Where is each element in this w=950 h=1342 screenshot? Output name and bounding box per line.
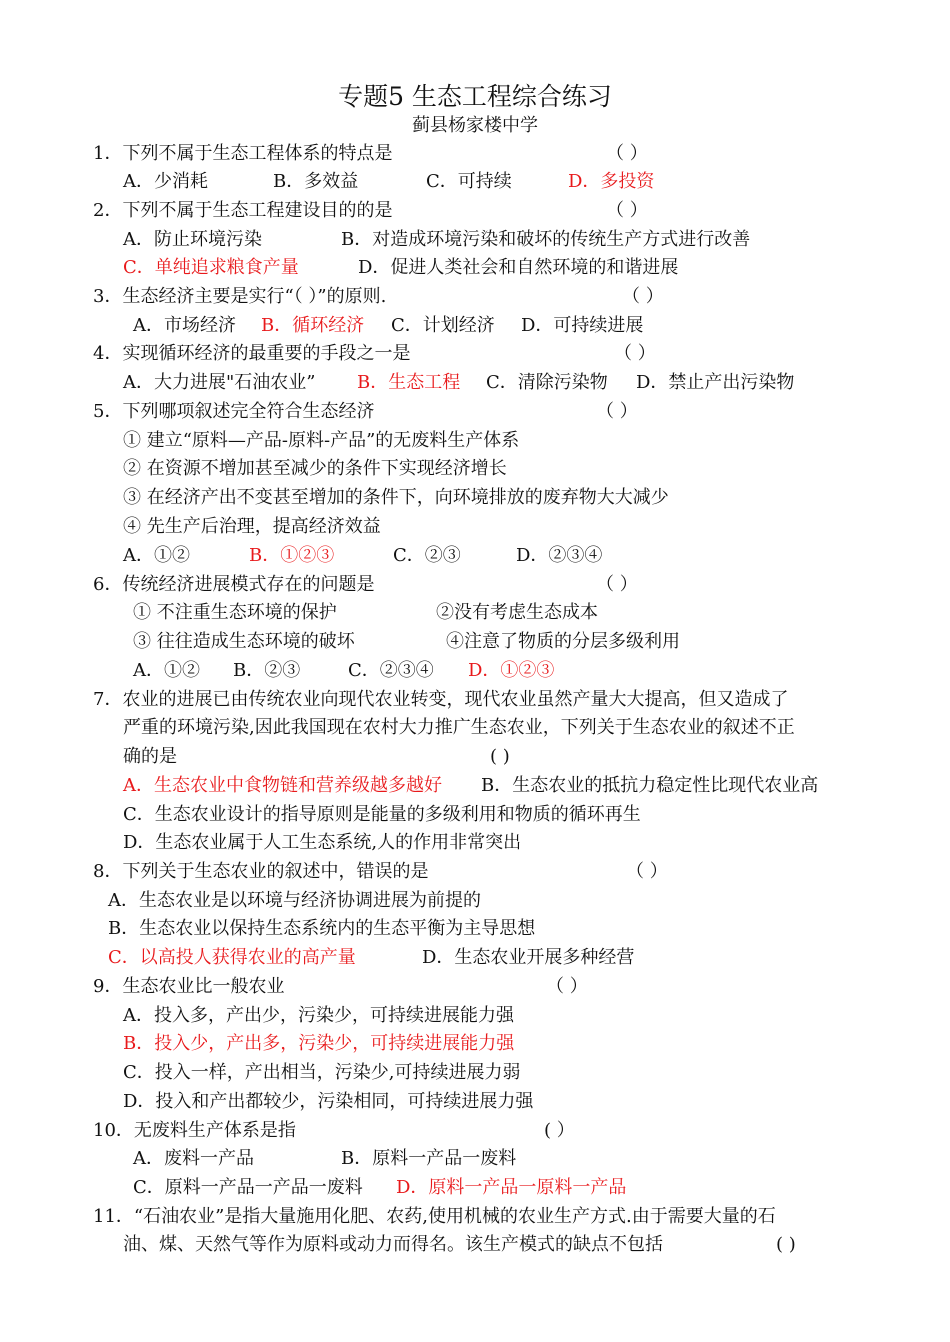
q7-option-a: A．生态农业中食物链和营养级越多越好 [123,775,442,796]
q5-statement-3: ③ 在经济产出不变甚至增加的条件下，向环境排放的废弃物大大减少 [123,487,669,508]
q6-option-a: A．①② [133,660,200,681]
q9-option-a: A．投入多，产出少，污染少，可持续进展能力强 [123,1005,514,1026]
q3-answer-paren: （ ） [622,286,664,307]
q5-stem: 5．下列哪项叙述完全符合生态经济 [93,401,375,422]
q1-option-b: B．多效益 [273,171,359,192]
school-name: 蓟县杨家楼中学 [412,115,538,136]
q7-answer-paren: ( ) [490,746,510,767]
q7-stem-line-1: 7．农业的进展已由传统农业向现代农业转变，现代农业虽然产量大大提高，但又造成了 [93,689,789,710]
q3-option-a: A．市场经济 [133,315,236,336]
q4-option-b: B．生态工程 [357,372,461,393]
q4-stem: 4．实现循环经济的最重要的手段之一是 [93,343,411,364]
q1-answer-paren: （ ） [606,143,648,164]
q11-stem-line-1: 11．“石油农业”是指大量施用化肥、农药,使用机械的农业生产方式.由于需要大量的石 [93,1206,776,1227]
q4-option-a: A．大力进展"石油农业” [123,372,316,393]
q8-option-d: D．生态农业开展多种经营 [422,947,635,968]
q5-option-a: A．①② [123,545,190,566]
q10-option-a: A．废料一产品 [133,1148,254,1169]
q5-option-d: D．②③④ [516,545,603,566]
q5-statement-1: ① 建立“原料—产品-原料-产品”的无废料生产体系 [123,430,520,451]
q6-option-d: D．①②③ [468,660,555,681]
q5-option-c: C．②③ [393,545,461,566]
q4-answer-paren: （ ） [614,343,656,364]
q2-option-a: A．防止环境污染 [123,229,262,250]
q7-option-b: B．生态农业的抵抗力稳定性比现代农业高 [481,775,819,796]
q5-statement-4: ④ 先生产后治理，提高经济效益 [123,516,381,537]
q6-option-b: B．②③ [233,660,301,681]
q6-statement-4: ④注意了物质的分层多级利用 [446,631,680,652]
q4-option-d: D．禁止产出污染物 [636,372,795,393]
q6-statement-2: ②没有考虑生态成本 [436,602,598,623]
q3-option-b: B．循环经济 [261,315,365,336]
q11-stem-line-2: 油、煤、天然气等作为原料或动力而得名。该生产模式的缺点不包括 [123,1234,663,1255]
q1-option-d: D．多投资 [568,171,655,192]
q7-option-d: D．生态农业属于人工生态系统,人的作用非常突出 [123,832,522,853]
q7-stem-line-3: 确的是 [123,746,177,767]
q9-stem: 9．生态农业比一般农业 [93,976,285,997]
q9-option-b: B．投入少，产出多，污染少，可持续进展能力强 [123,1033,515,1054]
q8-option-b: B．生态农业以保持生态系统内的生态平衡为主导思想 [108,918,536,939]
q6-answer-paren: （ ） [596,574,638,595]
q6-statement-1: ① 不注重生态环境的保护 [133,602,337,623]
q8-option-a: A．生态农业是以环境与经济协调进展为前提的 [108,890,481,911]
q6-statement-3: ③ 往往造成生态环境的破坏 [133,631,355,652]
q8-stem: 8．下列关于生态农业的叙述中，错误的是 [93,861,429,882]
page-title: 专题5 生态工程综合练习 [338,82,612,111]
q3-option-d: D．可持续进展 [521,315,644,336]
q1-option-c: C．可持续 [426,171,512,192]
q6-option-c: C．②③④ [348,660,434,681]
q7-stem-line-2: 严重的环境污染,因此我国现在农村大力推广生态农业，下列关于生态农业的叙述不正 [123,717,795,738]
q1-option-a: A．少消耗 [123,171,208,192]
q2-stem: 2．下列不属于生态工程建设目的的是 [93,200,393,221]
q5-statement-2: ② 在资源不增加甚至减少的条件下实现经济增长 [123,458,507,479]
q9-answer-paren: （ ） [546,976,588,997]
q2-option-b: B．对造成环境污染和破坏的传统生产方式进行改善 [341,229,751,250]
q10-option-b: B．原料一产品一废料 [341,1148,517,1169]
q1-stem: 1．下列不属于生态工程体系的特点是 [93,143,393,164]
q2-option-c: C．单纯追求粮食产量 [123,257,299,278]
q9-option-d: D．投入和产出都较少，污染相同，可持续进展力强 [123,1091,534,1112]
q7-option-c: C．生态农业设计的指导原则是能量的多级利用和物质的循环再生 [123,804,641,825]
q10-stem: 10．无废料生产体系是指 [93,1120,296,1141]
q8-option-c: C．以高投人获得农业的高产量 [108,947,356,968]
q10-answer-paren: ( ） [544,1120,575,1141]
q11-answer-paren: ( ) [776,1234,796,1255]
q4-option-c: C．清除污染物 [486,372,608,393]
q10-option-d: D．原料一产品一原料一产品 [396,1177,627,1198]
q3-option-c: C．计划经济 [391,315,495,336]
q5-answer-paren: （ ） [596,401,638,422]
q10-option-c: C．原料一产品一产品一废料 [133,1177,363,1198]
q9-option-c: C．投入一样，产出相当，污染少,可持续进展力弱 [123,1062,521,1083]
q3-stem: 3．生态经济主要是实行“（ ）”的原则. [93,286,387,307]
q2-answer-paren: （ ） [606,200,648,221]
q5-option-b: B．①②③ [249,545,335,566]
q6-stem: 6．传统经济进展模式存在的问题是 [93,574,375,595]
q8-answer-paren: （ ） [626,861,668,882]
q2-option-d: D．促进人类社会和自然环境的和谐进展 [358,257,679,278]
